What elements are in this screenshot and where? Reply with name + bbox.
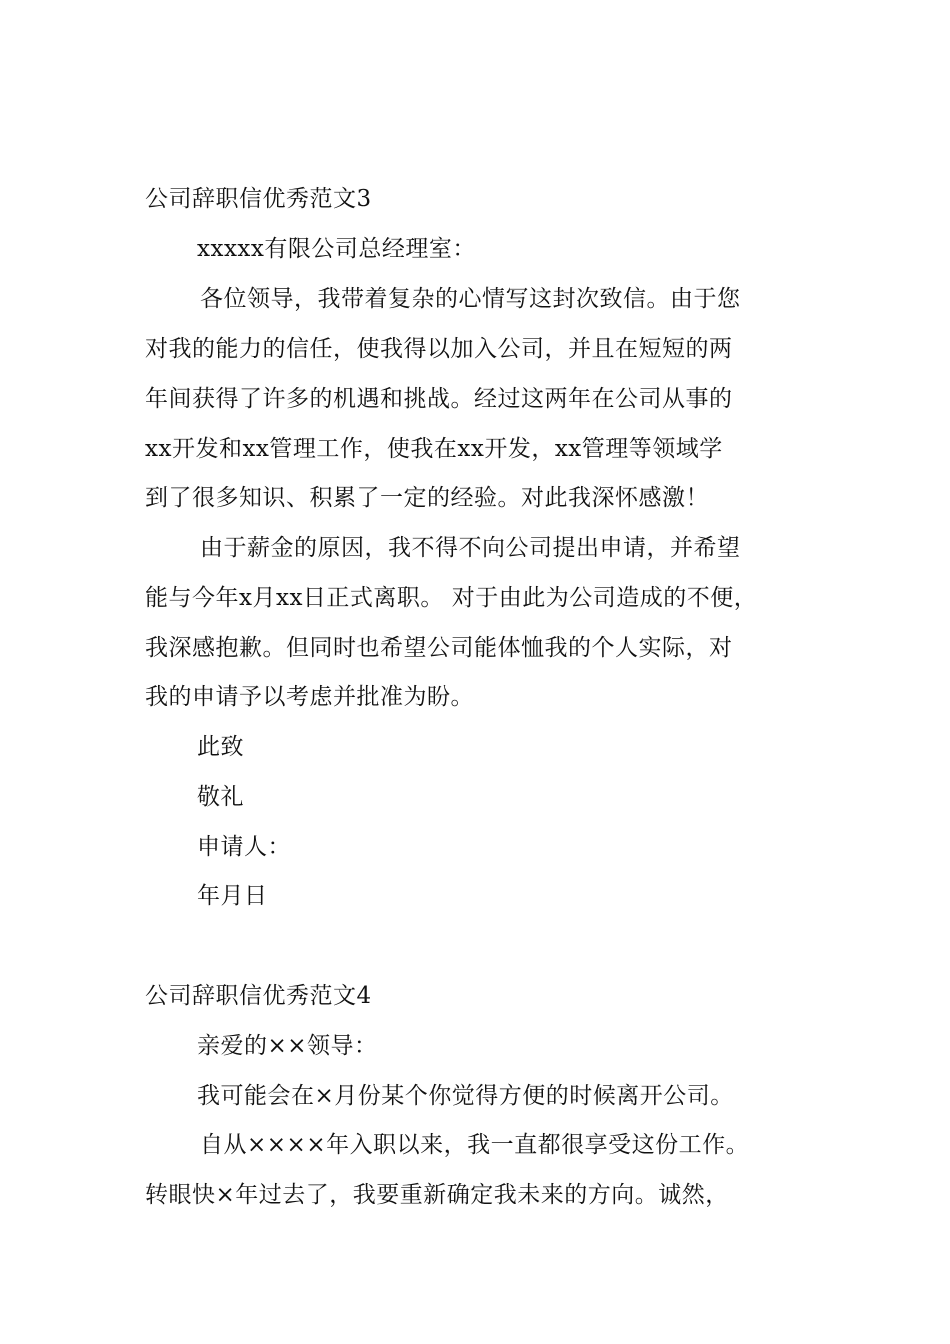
section3-title: 公司辞职信优秀范文3 xyxy=(145,186,372,212)
section4-para1: 我可能会在×月份某个你觉得方便的时候离开公司。 xyxy=(197,1083,734,1109)
section3-para2-line2: 能与今年x月xx日正式离职。 对于由此为公司造成的不便， xyxy=(145,585,758,611)
section3-applicant: 申请人： xyxy=(197,834,291,860)
section4-para2-line1: 自从××××年入职以来，我一直都很享受这份工作。 xyxy=(200,1132,750,1158)
section3-para2-line3: 我深感抱歉。但同时也希望公司能体恤我的个人实际，对 xyxy=(145,635,733,661)
section3-salutation: xxxxx有限公司总经理室： xyxy=(197,236,476,262)
section4-para2-line2: 转眼快×年过去了，我要重新确定我未来的方向。诚然， xyxy=(145,1182,729,1208)
section4-title: 公司辞职信优秀范文4 xyxy=(145,983,372,1009)
section3-para1-line1: 各位领导，我带着复杂的心情写这封次致信。由于您 xyxy=(200,286,741,312)
section3-para1-line5: 到了很多知识、积累了一定的经验。对此我深怀感激！ xyxy=(145,485,709,511)
section3-para1-line2: 对我的能力的信任，使我得以加入公司，并且在短短的两 xyxy=(145,336,733,362)
section3-date: 年月日 xyxy=(197,883,268,909)
section4-salutation: 亲爱的××领导： xyxy=(197,1033,378,1059)
section3-para2-line4: 我的申请予以考虑并批准为盼。 xyxy=(145,684,474,710)
section3-closing-1: 此致 xyxy=(197,734,244,760)
section3-para1-line3: 年间获得了许多的机遇和挑战。经过这两年在公司从事的 xyxy=(145,386,733,412)
section3-para1-line4: xx开发和xx管理工作，使我在xx开发，xx管理等领域学 xyxy=(145,436,723,462)
section3-closing-2: 敬礼 xyxy=(197,784,244,810)
section3-para2-line1: 由于薪金的原因，我不得不向公司提出申请，并希望 xyxy=(200,535,741,561)
